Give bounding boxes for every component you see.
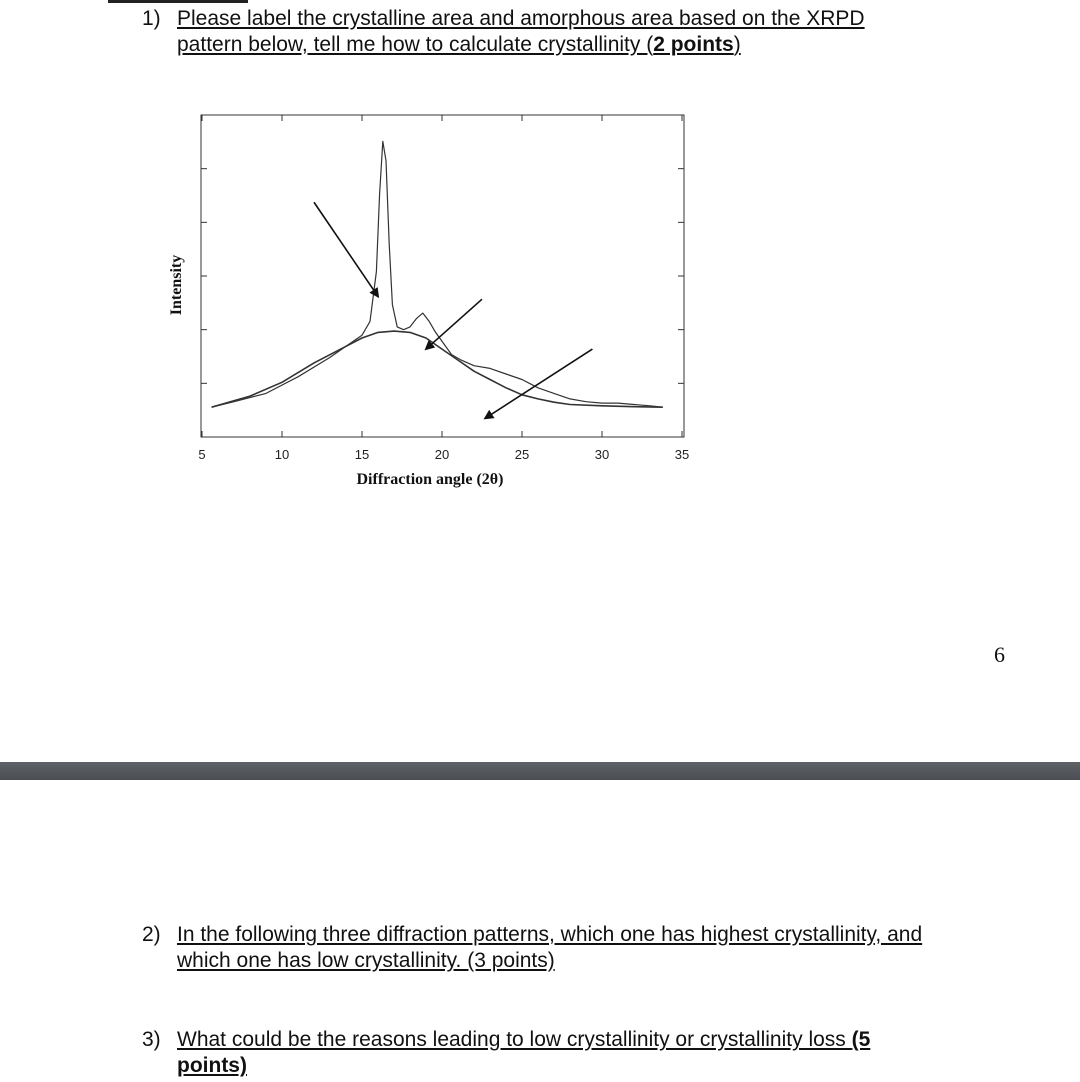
question-3-points-start: (5 [851, 1028, 871, 1051]
x-tick-label: 15 [354, 447, 370, 462]
question-2-line-2: which one has low crystallinity. (3 points) [177, 949, 555, 972]
page-divider [0, 762, 1080, 780]
amorphous-halo-line [212, 331, 663, 407]
question-1-points: 2 points [653, 33, 734, 56]
x-axis-label: Diffraction angle (2θ) [356, 471, 504, 488]
xrpd-chart [150, 100, 710, 510]
axis-ticks [201, 115, 684, 437]
measured-pattern-line [212, 141, 663, 407]
x-tick-label: 5 [198, 447, 206, 462]
question-3-line-1-text: What could be the reasons leading to low crystallinity or crystallinity loss [177, 1028, 852, 1051]
x-tick-label: 35 [674, 447, 690, 462]
question-2 [142, 922, 1042, 978]
page-number: 6 [994, 642, 1005, 667]
question-1-number: 1) [142, 7, 161, 30]
question-3-line-1 [177, 1027, 870, 1053]
question-1 [142, 6, 1042, 62]
y-axis-label: Intensity [168, 254, 185, 316]
question-1-line-2-end: ) [733, 33, 741, 56]
question-2-line-1: In the following three diffraction patterns, which one has highest crystallinity, and [177, 923, 923, 946]
section-rule [108, 0, 248, 3]
question-1-line-2 [177, 32, 741, 58]
question-3-points-end: points) [177, 1054, 247, 1077]
xrpd-chart-svg [150, 100, 710, 510]
question-3-number: 3) [142, 1028, 161, 1051]
question-1-line-2-text: pattern below, tell me how to calculate crystallinity ( [177, 33, 654, 56]
question-3-line-2 [177, 1053, 247, 1079]
x-tick-label: 10 [274, 447, 290, 462]
x-tick-label: 25 [514, 447, 530, 462]
x-tick-labels [198, 447, 689, 462]
annotation-arrow-2 [426, 299, 482, 349]
x-tick-label: 30 [594, 447, 610, 462]
question-1-line-1: Please label the crystalline area and amorphous area based on the XRPD [177, 7, 865, 30]
annotation-arrows [314, 202, 592, 418]
annotation-arrow-3 [485, 349, 592, 418]
question-2-number: 2) [142, 923, 161, 946]
x-tick-label: 20 [434, 447, 450, 462]
annotation-arrow-1 [314, 202, 378, 296]
question-3 [142, 1027, 1042, 1082]
series-group [212, 141, 663, 407]
plot-frame [201, 115, 684, 437]
